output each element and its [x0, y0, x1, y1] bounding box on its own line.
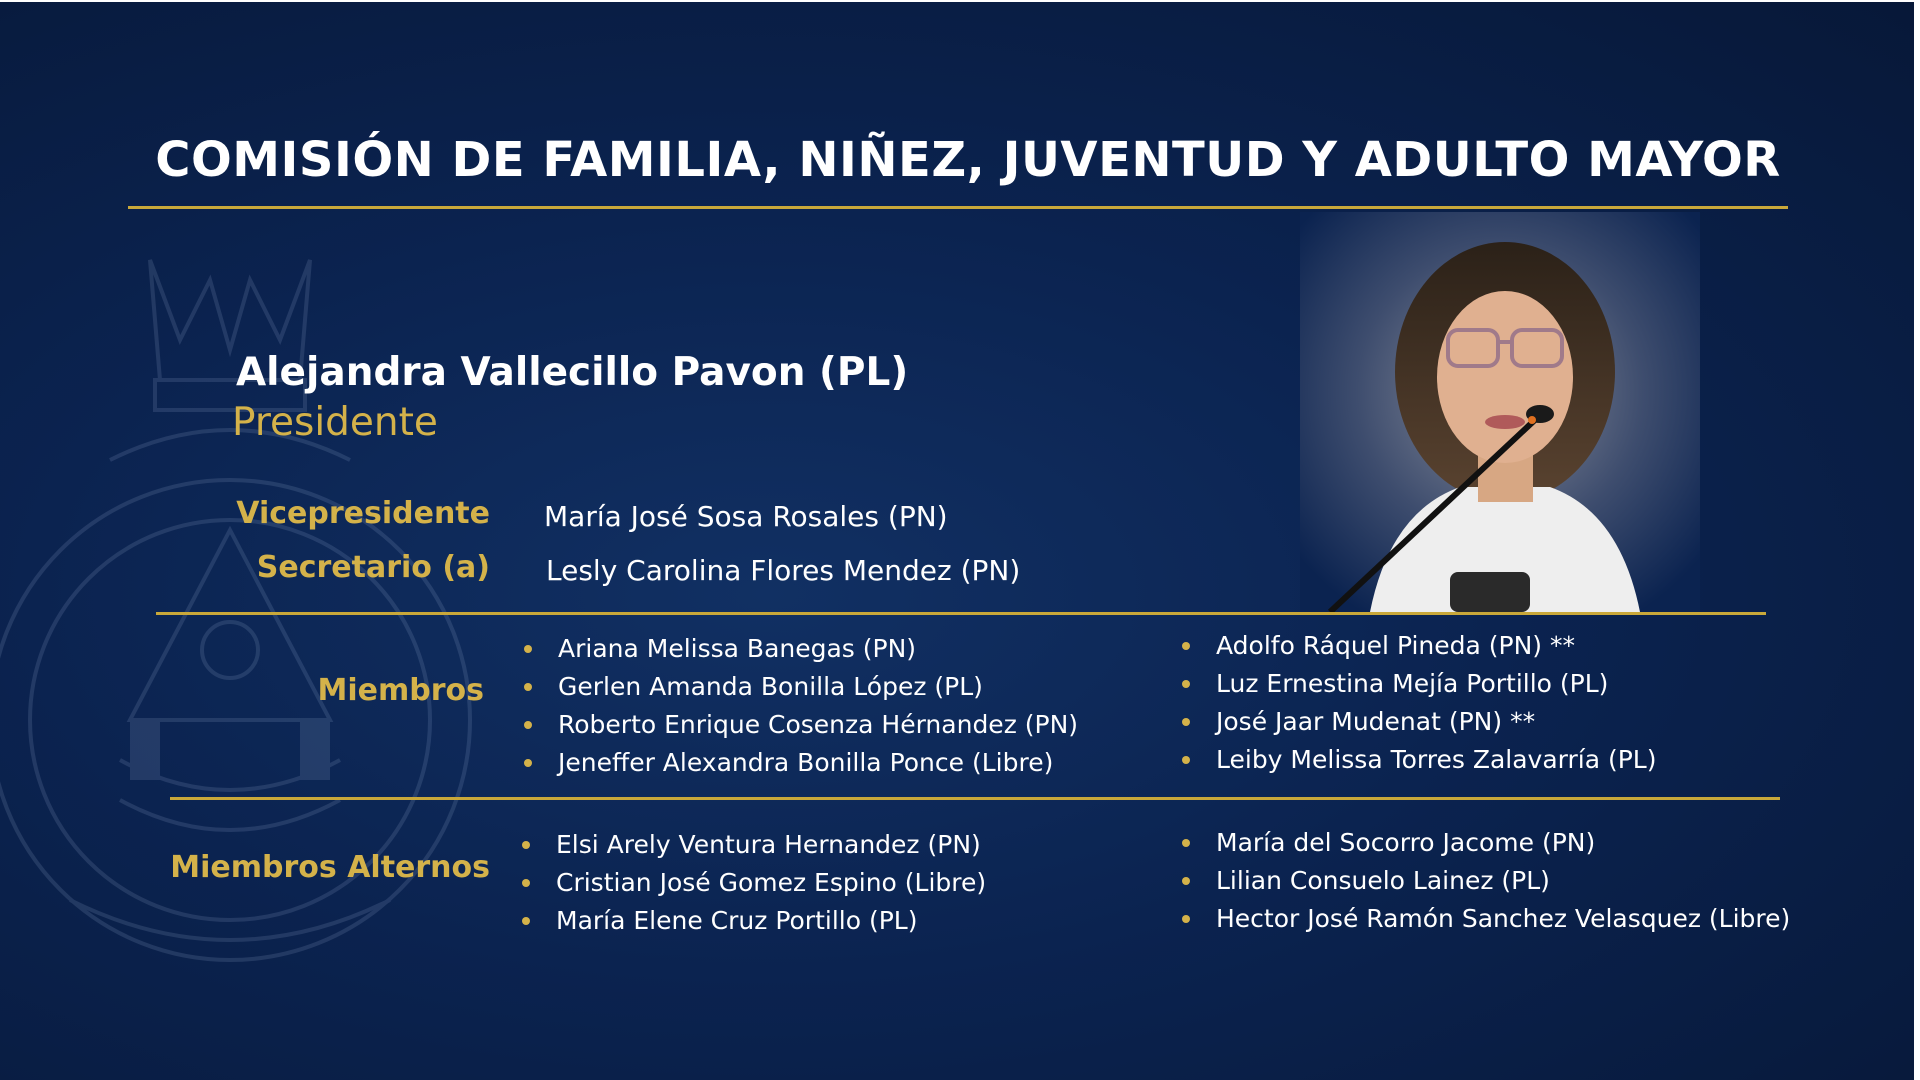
bullet-dot-icon: [522, 879, 530, 887]
members-label: Miembros: [317, 673, 484, 708]
bullet-dot-icon: [522, 917, 530, 925]
secretary-label: Secretario (a): [256, 550, 490, 585]
alternates-label: Miembros Alternos: [170, 850, 490, 885]
right-frame-edge: [1914, 0, 1920, 1080]
vicepresident-label: Vicepresidente: [236, 496, 490, 531]
list-item: Lilian Consuelo Lainez (PL): [1180, 862, 1790, 900]
list-item: Cristian José Gomez Espino (Libre): [520, 864, 986, 902]
president-name: Alejandra Vallecillo Pavon (PL): [236, 350, 909, 395]
top-frame-edge: [0, 0, 1920, 2]
list-item: Luz Ernestina Mejía Portillo (PL): [1180, 665, 1657, 703]
list-item: Ariana Melissa Banegas (PN): [522, 630, 1078, 668]
bullet-dot-icon: [522, 841, 530, 849]
list-item: Hector José Ramón Sanchez Velasquez (Libre): [1180, 900, 1790, 938]
members-list-left: [522, 630, 1078, 782]
list-item: Adolfo Ráquel Pineda (PN) **: [1180, 627, 1657, 665]
bullet-dot-icon: [524, 683, 532, 691]
list-item: María del Socorro Jacome (PN): [1180, 824, 1790, 862]
vicepresident-name: María José Sosa Rosales (PN): [544, 500, 948, 533]
officers-divider: [156, 612, 1766, 615]
bullet-dot-icon: [1182, 877, 1190, 885]
title-underline: [128, 206, 1788, 209]
list-item: Gerlen Amanda Bonilla López (PL): [522, 668, 1078, 706]
members-list-right: [1180, 627, 1657, 779]
portrait-image-icon: [1300, 212, 1700, 612]
bullet-dot-icon: [1182, 680, 1190, 688]
alternates-list-left: [520, 826, 986, 940]
secretary-name: Lesly Carolina Flores Mendez (PN): [546, 554, 1021, 587]
bullet-dot-icon: [1182, 718, 1190, 726]
bullet-dot-icon: [1182, 642, 1190, 650]
alternates-list-right: [1180, 824, 1790, 938]
list-item: Elsi Arely Ventura Hernandez (PN): [520, 826, 986, 864]
list-item: José Jaar Mudenat (PN) **: [1180, 703, 1657, 741]
president-photo: [1300, 212, 1700, 612]
bullet-dot-icon: [1182, 915, 1190, 923]
bullet-dot-icon: [1182, 839, 1190, 847]
bullet-dot-icon: [524, 759, 532, 767]
list-item: Jeneffer Alexandra Bonilla Ponce (Libre): [522, 744, 1078, 782]
president-role: Presidente: [232, 400, 438, 445]
page-title: COMISIÓN DE FAMILIA, NIÑEZ, JUVENTUD Y ADULTO MAYOR: [155, 132, 1781, 188]
bullet-dot-icon: [524, 721, 532, 729]
list-item: María Elene Cruz Portillo (PL): [520, 902, 986, 940]
list-item: Leiby Melissa Torres Zalavarría (PL): [1180, 741, 1657, 779]
bullet-dot-icon: [1182, 756, 1190, 764]
members-divider: [170, 797, 1780, 800]
bullet-dot-icon: [524, 645, 532, 653]
list-item: Roberto Enrique Cosenza Hérnandez (PN): [522, 706, 1078, 744]
